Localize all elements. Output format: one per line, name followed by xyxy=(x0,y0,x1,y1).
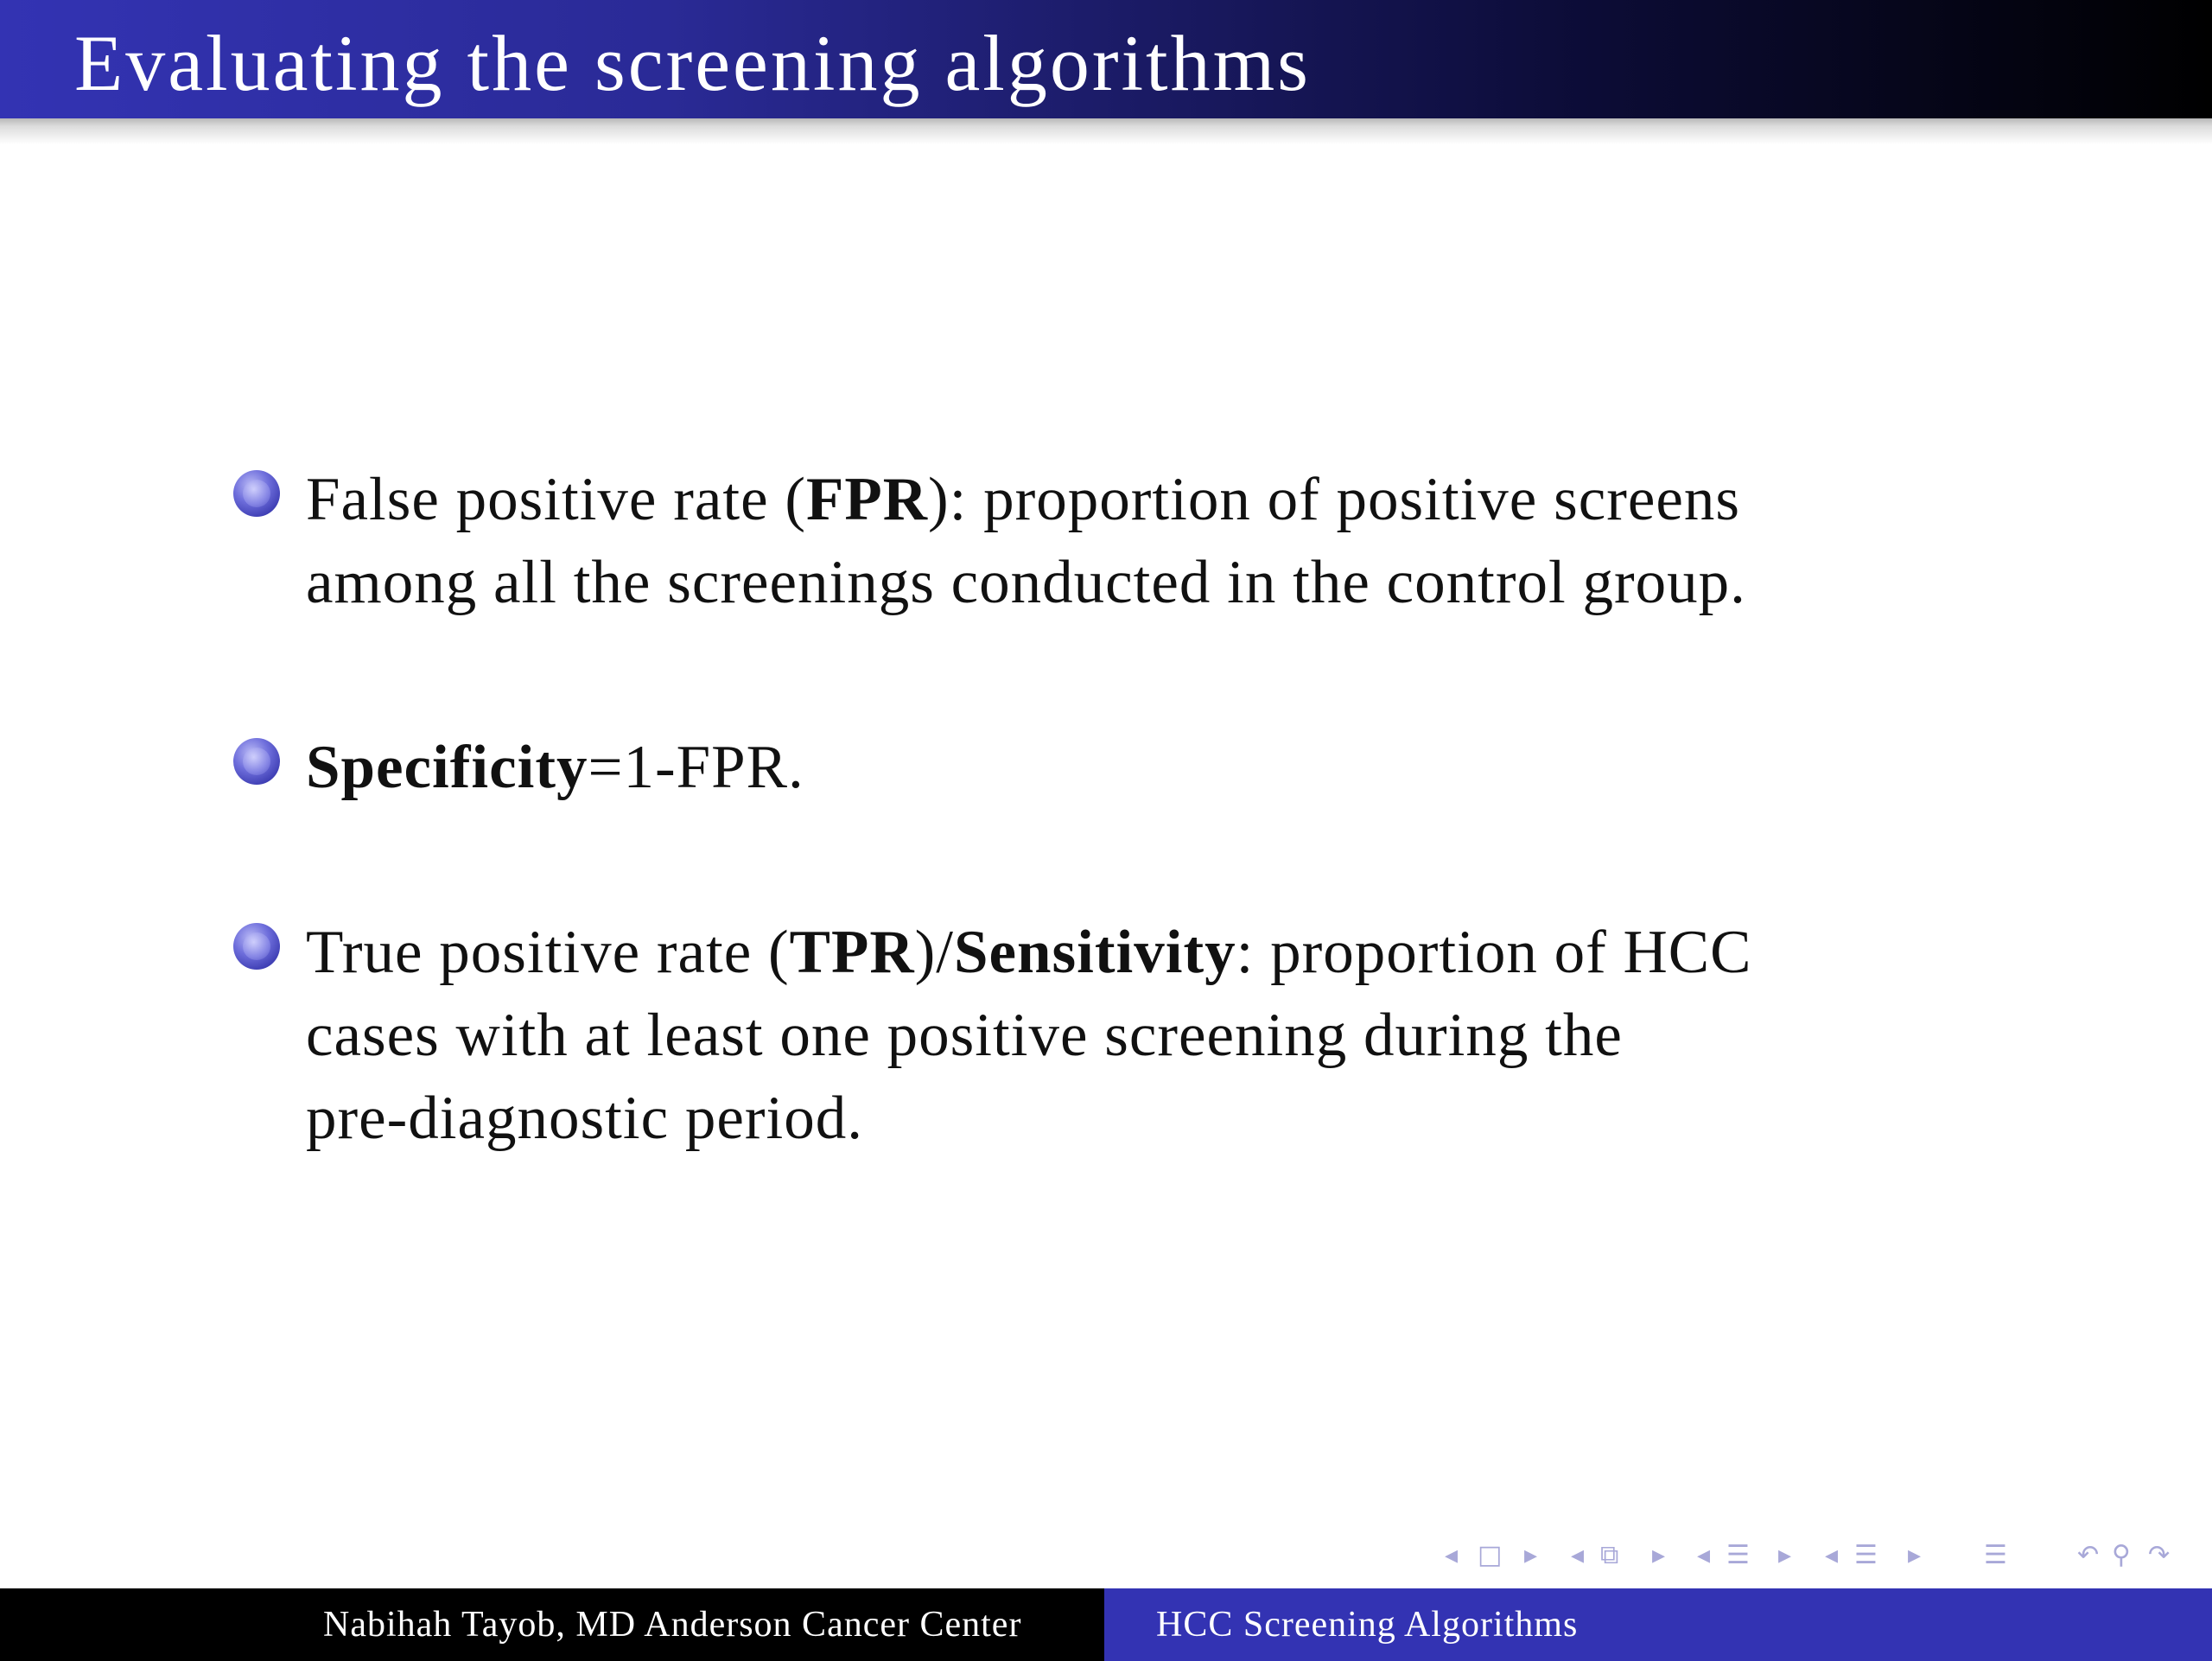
bullet-term: Sensitivity xyxy=(954,919,1236,986)
footer-author-panel xyxy=(0,1588,1104,1661)
bullet-line: pre-diagnostic period. xyxy=(306,1085,864,1152)
nav-document-icon[interactable]: ☰ xyxy=(1854,1540,1878,1570)
bullet-line xyxy=(306,458,2005,541)
nav-next-subsection-icon[interactable]: ▸ xyxy=(1652,1540,1666,1570)
bullet-line: cases with at least one positive screening during the xyxy=(306,1002,1623,1069)
bullet-line xyxy=(306,911,2005,994)
footer-title-panel xyxy=(1104,1588,2212,1661)
nav-next-section-icon[interactable]: ▸ xyxy=(1778,1540,1792,1570)
bullet-text: False positive rate ( xyxy=(306,466,806,533)
bullet-text: ): proportion of positive screens xyxy=(928,466,1741,533)
nav-prev-section-icon[interactable]: ◂ xyxy=(1697,1540,1711,1570)
bullet-text: True positive rate ( xyxy=(306,919,790,986)
nav-search-icon[interactable]: ⚲ xyxy=(2112,1540,2131,1570)
bullet-text: =1-FPR. xyxy=(588,734,804,801)
title-bar-shadow xyxy=(0,118,2212,144)
footer-author: Nabihah Tayob, MD Anderson Cancer Center xyxy=(323,1605,1022,1645)
nav-frame-icon[interactable]: □ xyxy=(1478,1540,1503,1570)
title-bar xyxy=(0,0,2212,118)
nav-prev-document-icon[interactable]: ◂ xyxy=(1825,1540,1839,1570)
navigation-bar xyxy=(1434,1537,2195,1575)
nav-section-icon[interactable]: ☰ xyxy=(1726,1540,1750,1570)
bullet-text: )/ xyxy=(914,919,955,986)
footer-short-title: HCC Screening Algorithms xyxy=(1156,1605,1579,1645)
nav-prev-subsection-icon[interactable]: ◂ xyxy=(1571,1540,1585,1570)
bullet-term: Specificity xyxy=(306,734,588,801)
bullet-item-tpr xyxy=(233,911,2005,1160)
bullet-ball-icon xyxy=(233,923,280,970)
nav-appendix-icon[interactable]: ☰ xyxy=(1984,1540,2007,1570)
bullet-item-specificity xyxy=(233,726,2005,809)
footer xyxy=(0,1588,2212,1661)
slide-title: Evaluating the screening algorithms xyxy=(74,19,1311,107)
nav-subsection-icon[interactable]: ⧉ xyxy=(1600,1540,1619,1570)
bullet-term: FPR xyxy=(805,466,928,533)
bullet-ball-icon xyxy=(233,738,280,785)
bullet-term: TPR xyxy=(789,919,915,986)
nav-prev-frame-icon[interactable]: ◂ xyxy=(1445,1540,1459,1570)
bullet-item-fpr xyxy=(233,458,2005,624)
bullet-line: among all the screenings conducted in the control group. xyxy=(306,549,1746,616)
nav-next-document-icon[interactable]: ▸ xyxy=(1908,1540,1922,1570)
nav-forward-icon[interactable]: ↷ xyxy=(2148,1540,2171,1570)
bullet-text: : proportion of HCC xyxy=(1236,919,1752,986)
nav-back-icon[interactable]: ↶ xyxy=(2077,1540,2100,1570)
bullet-list xyxy=(233,458,2005,1160)
bullet-line xyxy=(306,726,2005,809)
nav-next-frame-icon[interactable]: ▸ xyxy=(1524,1540,1538,1570)
bullet-ball-icon xyxy=(233,470,280,517)
